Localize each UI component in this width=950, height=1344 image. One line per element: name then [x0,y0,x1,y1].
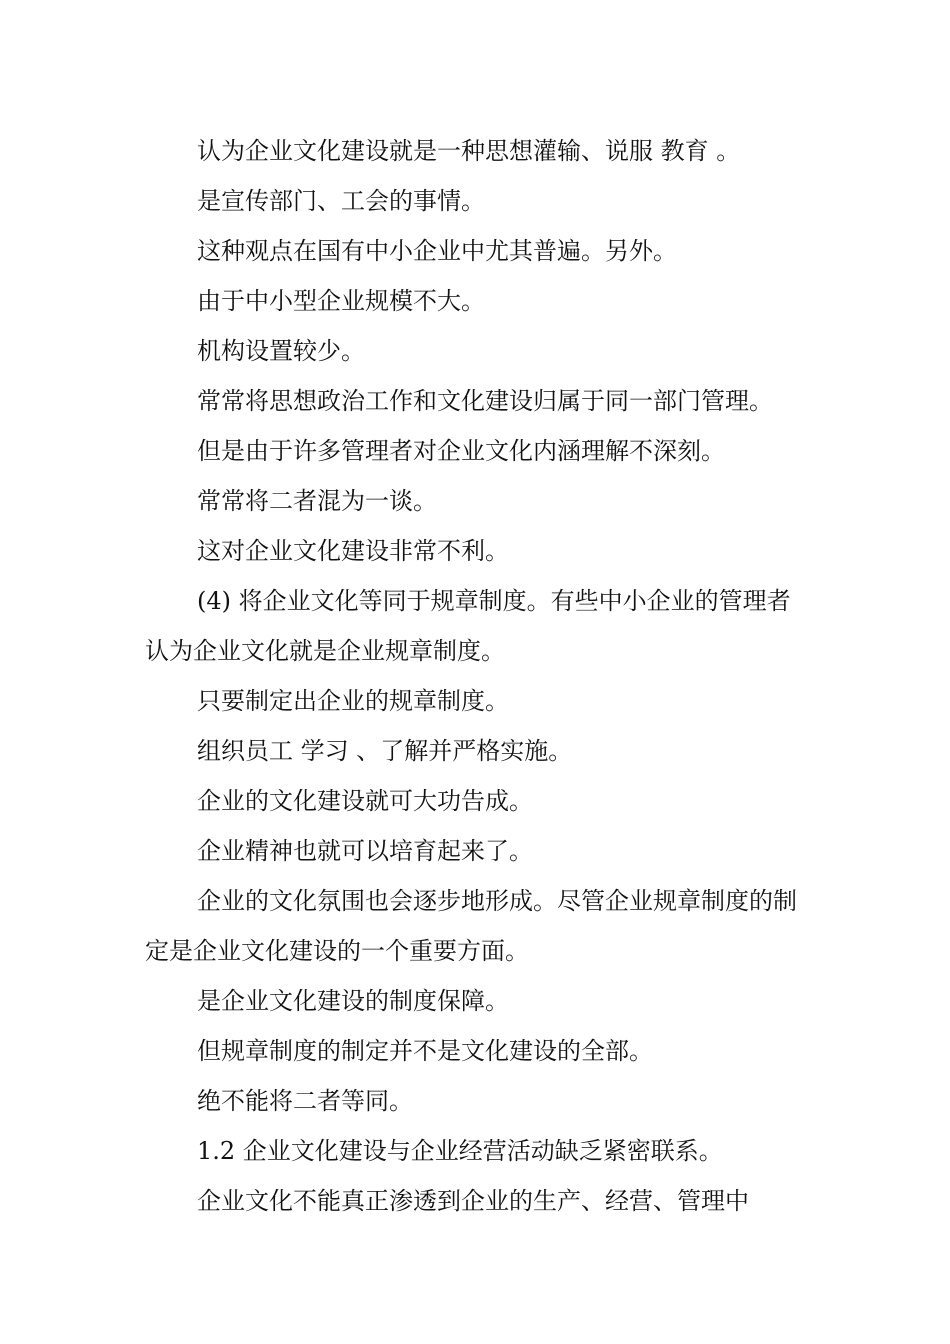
paragraph: 只要制定出企业的规章制度。 [197,687,509,715]
paragraph: 常常将二者混为一谈。 [197,487,437,515]
paragraph: 这对企业文化建设非常不利。 [197,537,509,565]
paragraph: 是企业文化建设的制度保障。 [197,987,509,1015]
paragraph: 这种观点在国有中小企业中尤其普遍。另外。 [197,237,677,265]
paragraph: 认为企业文化建设就是一种思想灌输、说服 教育 。 [197,137,741,165]
paragraph: 企业精神也就可以培育起来了。 [197,837,533,865]
paragraph: 由于中小型企业规模不大。 [197,287,485,315]
paragraph: 1.2 企业文化建设与企业经营活动缺乏紧密联系。 [197,1137,723,1165]
paragraph: 绝不能将二者等同。 [197,1087,413,1115]
paragraph: (4) 将企业文化等同于规章制度。有些中小企业的管理者认为企业文化就是企业规章制度。 [145,587,791,665]
paragraph: 企业的文化氛围也会逐步地形成。尽管企业规章制度的制定是企业文化建设的一个重要方面。 [145,887,797,965]
paragraph: 是宣传部门、工会的事情。 [197,187,485,215]
paragraph: 企业文化不能真正渗透到企业的生产、经营、管理中 [197,1187,749,1215]
paragraph: 企业的文化建设就可大功告成。 [197,787,533,815]
paragraph: 组织员工 学习 、了解并严格实施。 [197,737,573,765]
document-body [145,126,810,1226]
paragraph: 但是由于许多管理者对企业文化内涵理解不深刻。 [197,437,725,465]
paragraph: 机构设置较少。 [197,337,365,365]
paragraph: 但规章制度的制定并不是文化建设的全部。 [197,1037,653,1065]
paragraph: 常常将思想政治工作和文化建设归属于同一部门管理。 [197,387,773,415]
